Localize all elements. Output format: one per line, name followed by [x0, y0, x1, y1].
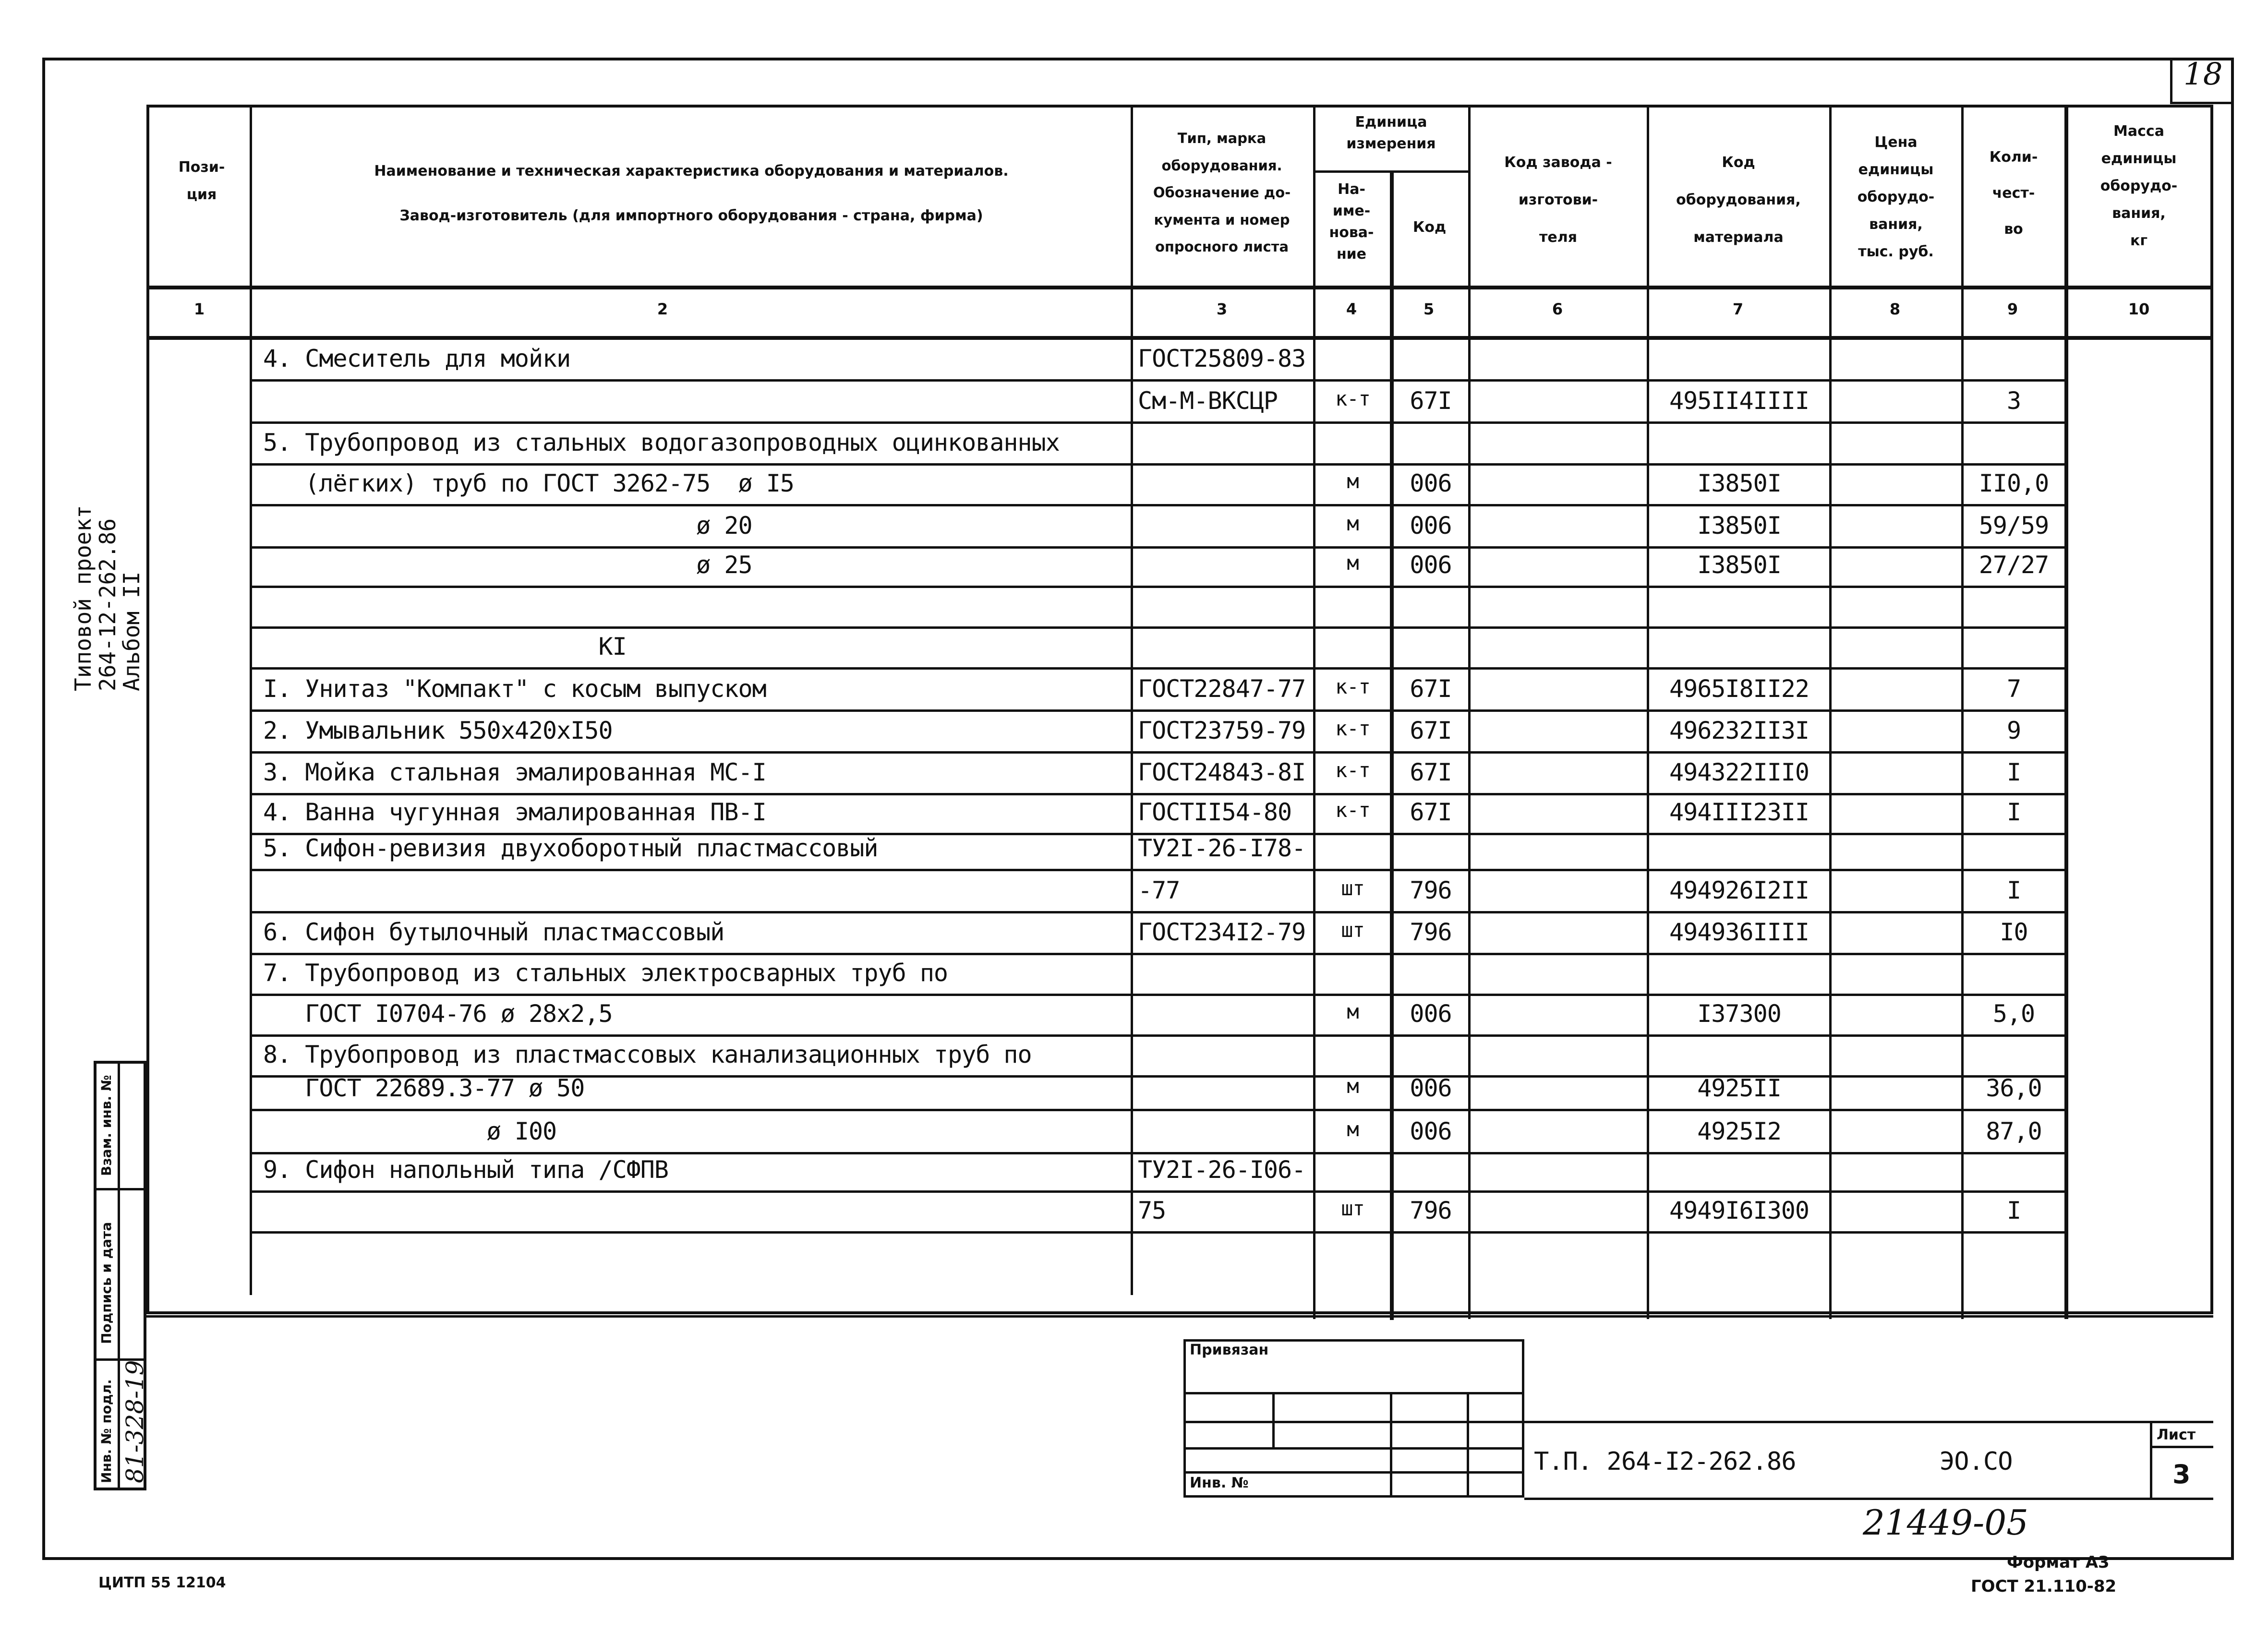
stamp-line [1183, 1447, 1524, 1450]
table-row-line [250, 751, 2064, 754]
item-unit: к-т [1335, 717, 1370, 740]
header-unit-group: Единица измерения [1346, 114, 1436, 152]
item-unit: к-т [1335, 798, 1370, 822]
item-unit-code: 006 [1410, 1000, 1452, 1028]
corner-box-bottom [2170, 102, 2234, 104]
item-unit: к-т [1335, 387, 1370, 410]
table-bottom-line [146, 1315, 2213, 1318]
left-stamp-divider [118, 1061, 120, 1490]
table-row-line [250, 421, 2064, 424]
item-document: ГОСТ24843-8I [1138, 758, 1306, 786]
table-row-line [250, 586, 2064, 588]
col-divider [250, 105, 252, 1295]
item-quantity: II0,0 [1978, 469, 2049, 497]
item-unit-code: 796 [1410, 918, 1452, 946]
table-row-line [250, 463, 2064, 466]
item-name: ø 20 [263, 512, 752, 540]
item-equipment-code: I3850I [1697, 551, 1781, 579]
item-equipment-code: 494936IIII [1669, 918, 1810, 946]
item-name: ø 25 [263, 551, 752, 579]
column-number: 4 [1346, 300, 1357, 318]
sheet-label: Лист [2157, 1427, 2196, 1443]
item-unit-code: 67I [1410, 675, 1452, 703]
table-row-line [250, 1034, 2064, 1037]
item-document: ГОСТII54-80 [1138, 798, 1292, 826]
item-equipment-code: I3850I [1697, 469, 1781, 497]
item-document: ГОСТ22847-77 [1138, 675, 1306, 703]
item-quantity: 27/27 [1978, 551, 2049, 579]
title-block-bottom [1524, 1498, 2213, 1500]
item-unit: к-т [1335, 675, 1370, 698]
item-name: 8. Трубопровод из пластмассовых канализационных труб по [263, 1041, 1032, 1068]
item-unit-code: 67I [1410, 387, 1452, 415]
item-quantity: I [2006, 798, 2021, 826]
item-equipment-code: 496232II3I [1669, 717, 1810, 744]
header-unit-name: На- име- нова- ние [1329, 181, 1374, 263]
table-row-line [250, 504, 2064, 506]
table-row-line [250, 1231, 2064, 1234]
table-row-line [250, 626, 2064, 629]
item-unit-code: 67I [1410, 798, 1452, 826]
item-equipment-code: I3850I [1697, 512, 1781, 540]
unit-group-line [1313, 170, 1468, 173]
item-quantity: 7 [2006, 675, 2021, 703]
item-quantity: 9 [2006, 717, 2021, 744]
col-divider [1131, 105, 1133, 1295]
item-unit-code: 006 [1410, 469, 1452, 497]
format-label: Формат А3 [2007, 1553, 2110, 1572]
stamp-line [1183, 1392, 1524, 1394]
item-name: I. Унитаз "Компакт" с косым выпуском [263, 675, 766, 703]
stamp-divider [1467, 1392, 1469, 1498]
item-equipment-code: 4965I8II22 [1669, 675, 1810, 703]
item-quantity: 59/59 [1978, 512, 2049, 540]
title-block-top [1524, 1421, 2213, 1423]
item-name: (лёгких) труб по ГОСТ 3262-75 ø I5 [263, 469, 794, 497]
item-document: ТУ2I-26-I78- [1138, 834, 1306, 862]
bottom-left-code: ЦИТП 55 12104 [98, 1574, 226, 1591]
table-row-line [250, 953, 2064, 955]
item-name: ГОСТ 22689.3-77 ø 50 [263, 1074, 585, 1102]
item-name: 7. Трубопровод из стальных электросварных труб по [263, 959, 948, 987]
item-equipment-code: 494322III0 [1669, 758, 1810, 786]
replace-inv-label: Взам. инв. № [98, 1075, 114, 1176]
item-name: 6. Сифон бутылочный пластмассовый [263, 918, 724, 946]
item-unit-code: 006 [1410, 512, 1452, 540]
item-unit: к-т [1335, 758, 1370, 782]
item-quantity: I [2006, 758, 2021, 786]
table-row-line [250, 379, 2064, 382]
corner-box-divider [2170, 58, 2172, 103]
drawing-mark: ЭО.СО [1940, 1447, 2013, 1476]
binding-stamp [1183, 1339, 1524, 1498]
header-factory-code: Код завода - изготови- теля [1504, 154, 1612, 246]
table-row-line [250, 793, 2064, 795]
item-equipment-code: 4925II [1697, 1074, 1781, 1102]
item-document: ТУ2I-26-I06- [1138, 1156, 1306, 1184]
item-quantity: 5,0 [1992, 1000, 2035, 1028]
item-unit: м [1347, 1117, 1359, 1141]
item-unit-code: 006 [1410, 1117, 1452, 1145]
item-unit-code: 67I [1410, 758, 1452, 786]
item-document: 75 [1138, 1197, 1166, 1224]
header-price: Цена единицы оборудо- вания, тыс. руб. [1857, 134, 1935, 260]
item-unit-code: 796 [1410, 1197, 1452, 1224]
column-number: 10 [2128, 300, 2150, 318]
item-equipment-code: I37300 [1697, 1000, 1781, 1028]
sheet-label-line [2150, 1446, 2213, 1448]
item-equipment-code: 494926I2II [1669, 876, 1810, 904]
item-equipment-code: 4949I6I300 [1669, 1197, 1810, 1224]
column-number: 6 [1552, 300, 1563, 318]
signature-date-label: Подпись и дата [98, 1222, 114, 1344]
table-row-line [250, 709, 2064, 712]
table-row-line [250, 911, 2064, 913]
column-number: 9 [2007, 300, 2018, 318]
item-document: См-М-ВКСЦР [1138, 387, 1278, 415]
item-unit: шт [1341, 1197, 1364, 1220]
left-stamp-line [94, 1188, 146, 1190]
item-unit: шт [1341, 918, 1364, 942]
item-quantity: 3 [2006, 387, 2021, 415]
header-quantity: Коли- чест- во [1989, 149, 2038, 238]
item-name: 4. Смеситель для мойки [263, 345, 571, 372]
item-quantity: I0 [2000, 918, 2028, 946]
item-unit-code: 006 [1410, 1074, 1452, 1102]
item-document: ГОСТ234I2-79 [1138, 918, 1306, 946]
column-number: 7 [1732, 300, 1744, 318]
side-project-title: Типовой проект 264-12-262.86 Альбом II [70, 505, 145, 691]
stamp-line [1183, 1471, 1524, 1474]
item-name: 9. Сифон напольный типа /СФПВ [263, 1156, 668, 1184]
item-unit-code: 796 [1410, 876, 1452, 904]
item-name: КI [263, 633, 627, 660]
item-equipment-code: 494III23II [1669, 798, 1810, 826]
item-equipment-code: 4925I2 [1697, 1117, 1781, 1145]
item-unit-code: 67I [1410, 717, 1452, 744]
header-bottom-line [146, 286, 2213, 289]
header-type: Тип, марка оборудования. Обозначение до- кумента и номер опросного листа [1153, 130, 1291, 255]
gost-label: ГОСТ 21.110-82 [1971, 1577, 2117, 1596]
title-block-divider [2150, 1421, 2152, 1498]
table-row-line [250, 1109, 2064, 1111]
column-number: 2 [657, 300, 668, 318]
item-equipment-code: 495II4IIII [1669, 387, 1810, 415]
table-row-line [250, 994, 2064, 996]
column-number: 1 [193, 300, 205, 318]
stamp-divider [1390, 1392, 1392, 1498]
binding-stamp-label: Привязан [1190, 1342, 1269, 1358]
table-row-line [250, 1190, 2064, 1193]
column-number: 5 [1423, 300, 1435, 318]
item-name: ГОСТ I0704-76 ø 28х2,5 [263, 1000, 613, 1028]
numbers-bottom-line [146, 336, 2213, 340]
header-unit-code: Код [1412, 219, 1447, 236]
original-inv-label: Инв. № подл. [98, 1379, 114, 1483]
item-unit: м [1347, 1074, 1359, 1098]
table-row-line [250, 546, 2064, 549]
item-name: 2. Умывальник 550х420хI50 [263, 717, 613, 744]
item-name: ø I00 [263, 1117, 557, 1145]
sheet-number: 3 [2172, 1459, 2191, 1489]
inventory-label: Инв. № [1190, 1475, 1249, 1491]
table-row-line [250, 667, 2064, 670]
item-name: 3. Мойка стальная эмалированная МС-I [263, 758, 766, 786]
stamp-divider [1272, 1392, 1275, 1450]
header-position: Пози- ция [178, 159, 225, 203]
item-unit: м [1347, 1000, 1359, 1023]
item-quantity: I [2006, 876, 2021, 904]
header-name: Наименование и техническая характеристика оборудования и материалов. Завод-изготовитель (для импортного оборудования - страна, фирма) [374, 163, 1009, 224]
corner-sheet-number: 18 [2184, 57, 2223, 92]
table-row-line [250, 1152, 2064, 1154]
item-document: ГОСТ23759-79 [1138, 717, 1306, 744]
item-unit: м [1347, 512, 1359, 535]
item-unit: м [1347, 469, 1359, 493]
item-unit: м [1347, 551, 1359, 575]
item-name: 5. Сифон-ревизия двухоборотный пластмассовый [263, 834, 878, 862]
stamp-line [1183, 1421, 1524, 1423]
item-quantity: 87,0 [1986, 1117, 2042, 1145]
handwritten-number: 21449-05 [1863, 1502, 2028, 1543]
table-row-line [250, 869, 2064, 871]
item-quantity: 36,0 [1986, 1074, 2042, 1102]
item-quantity: I [2006, 1197, 2021, 1224]
inventory-handwritten: 81-328-19 [121, 1360, 149, 1483]
col-divider [1390, 170, 1394, 1320]
column-number: 8 [1889, 300, 1901, 318]
item-document: ГОСТ25809-83 [1138, 345, 1306, 372]
item-document: -77 [1138, 876, 1180, 904]
item-unit: шт [1341, 876, 1364, 900]
project-code: Т.П. 264-I2-262.86 [1534, 1447, 1796, 1476]
item-unit-code: 006 [1410, 551, 1452, 579]
column-number: 3 [1216, 300, 1228, 318]
header-mass: Масса единицы оборудо- вания, кг [2100, 123, 2178, 249]
header-equipment-code: Код оборудования, материала [1676, 154, 1801, 246]
item-name: 4. Ванна чугунная эмалированная ПВ-I [263, 798, 766, 826]
item-name: 5. Трубопровод из стальных водогазопроводных оцинкованных [263, 429, 1060, 456]
